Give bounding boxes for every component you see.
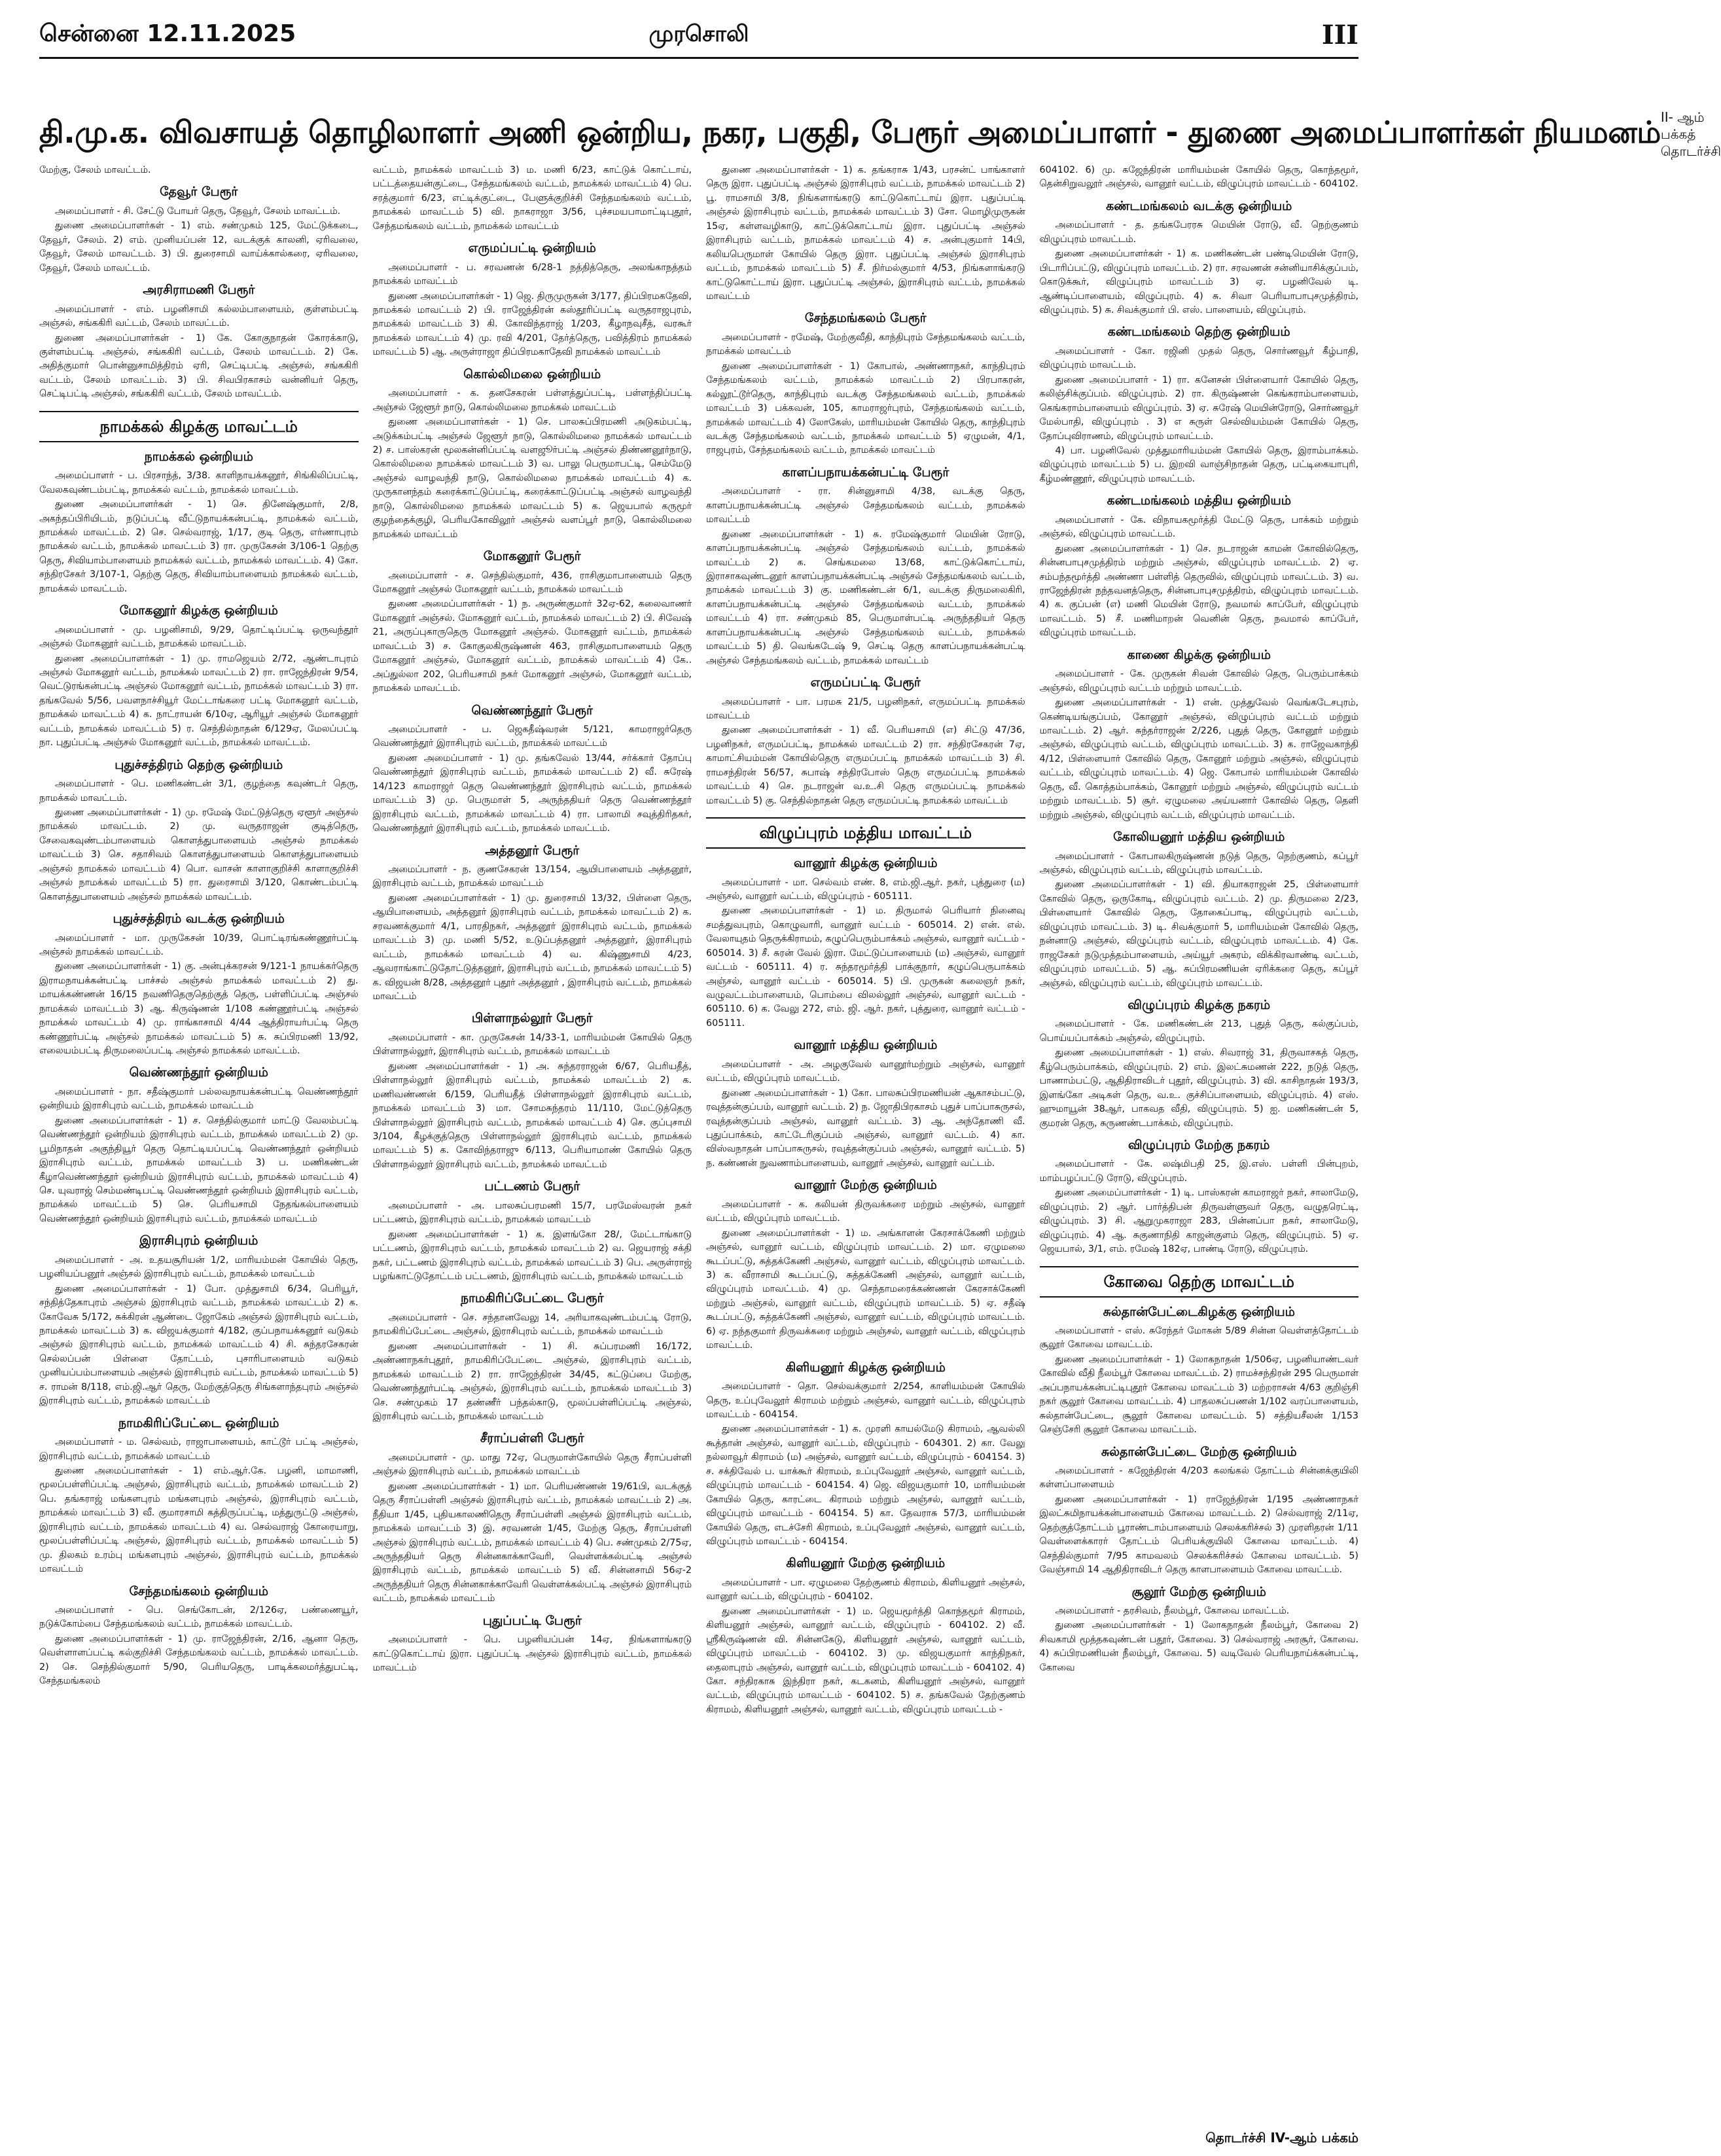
section-heading: காளப்பநாயக்கன்பட்டி பேரூர் [782, 465, 949, 480]
section-heading: கோலியனூர் மத்திய ஒன்றியம் [1113, 830, 1285, 845]
appointment-paragraph: அமைப்பாளர் - ரமேஷ், மேற்குவீதி, காந்திபுரம் சேந்தமங்கலம் வட்டம், நாமக்கல் மாவட்டம் [706, 332, 1025, 357]
section-heading: பிள்ளாநல்லூர் பேரூர் [471, 1011, 593, 1026]
section-heading: நாமக்கல் ஒன்றியம் [144, 449, 253, 464]
appointment-paragraph: துணை அமைப்பாளர்கள் - 1) ம. ஜெயமூர்த்தி கொந்தமூர் கிராமம், கிளியனூர் அஞ்சல், வானூர் வட்டம், விழுப்புரம் - 604102. 2) வீ. ஸ்ரீகிருஷ்ணன் வி. சின்னகேடு, கிளியனூர் அஞ்சல், வானூர் வட்டம், விழுப்புரம் மாவட்டம் - 604102. 3) மு. விஜயகுமார் காந்திநகர், தைலாபுரம் அஞ்சல், வானூர் வட்டம், விழுப்புரம் மாவட்டம் - 604102. 4) கோ. சந்திரகாசு இந்திரா நகர், கடகனம், கிளியனூர் அஞ்சல், வானூர் வட்டம், விழுப்புரம் மாவட்டம் - 604102. 5) ச. தங்கவேல் தேற்குணம் கிராமம், கிளியனூர் அஞ்சல், வானூர் வட்டம், விழுப்புரம் மாவட்டம் - [706, 1606, 1025, 1715]
continued-note: தொடர்ச்சி IV-ஆம் பக்கம் [1205, 2130, 1358, 2146]
appointment-paragraph: துணை அமைப்பாளர்கள் - 1) டி. பாஸ்கரன் காமராஜர் நகர், சாலாமேடு, விழுப்புரம். 2) ஆர். பார்த்திபன் திருவள்ளுவர் தெரு, வழுதரெட்டி, விழுப்புரம். 3) சி. ஆறுமுகராஜா 283, பின்னப்பா நகர், சாலாமேடு, விழுப்புரம். 4) ஆ. சுகுணாநிதி காஜன்குளம் தெரு, விழுப்புரம். 5) ஏ. ஜெயபால், 3/1, எம். ரமேஷ் 182ஏ, பாண்டி ரோடு, விழுப்புரம். [1039, 1188, 1358, 1255]
appointment-paragraph: அமைப்பாளர் - ரா. சின்னுசாமி 4/38, வடக்கு தெரு, காளப்பநாயக்கன்பட்டி அஞ்சல் சேந்தமங்கலம் வட்டம், நாமக்கல் மாவட்டம் [706, 486, 1025, 525]
section-heading: வானூர் மத்திய ஒன்றியம் [794, 1038, 938, 1053]
appointment-paragraph: துணை அமைப்பாளர்கள் - 1) கு. அன்புக்கரசன் 9/121-1 நாயக்கர்தெரு இராமநாயக்கன்பட்டி பாச்சல் அஞ்சல் நாமக்கல் மாவட்டம் 2) து. மாயக்கண்ணன் 16/15 நவணிதெருதெற்குத் தெரு, பள்ளிப்பட்டி அஞ்சல் நாமக்கல் மாவட்டம் 3) ஆ. கிருஷ்ணன் 1/108 கண்ணூர்பட்டி அஞ்சல் நாமக்கல் மாவட்டம் 4) மு. ராங்காசாமி 4/44 ஆத்திராயர்பட்டி தெரு கண்ணூர்பட்டி அஞ்சல் நாமக்கல் மாவட்டம் 5) சு. சுப்பிரமணி 13/92, எலையம்பட்டி திருமலைப்பட்டி அஞ்சல் நாமக்கல் மாவட்டம். [39, 961, 359, 1056]
appointment-paragraph: அமைப்பாளர் - அ. அழகுவேல் வானூர்மற்றும் அஞ்சல், வானூர் வட்டம், விழுப்புரம் மாவட்டம். [706, 1059, 1025, 1084]
appointment-paragraph: அமைப்பாளர் - ம. செல்வம், ராஜாபாளையம், காட்டூர் பட்டி அஞ்சல், இராசிபுரம் வட்டம், நாமக்கல் மாவட்டம் [39, 1437, 359, 1462]
appointment-paragraph: அமைப்பாளர் - சி. சேட்டு போயர் தெரு, தேவூர், சேலம் மாவட்டம். [55, 205, 341, 217]
appointment-paragraph: துணை அமைப்பாளர்கள் - 1) செ. தினேஷ்குமார், 2/8, அகந்தப்பிரியிடம், நடுப்பட்டி வீட்டுநாயக்கன்பட்டி, நாமக்கல் வட்டம், நாமக்கல் மாவட்டம். 2) செ. செல்வராஜ், 1/17, குடி தெரு, எர்ணாபுரம் நாமக்கல் வட்டம், நாமக்கல் மாவட்டம் 3) ரா. முருகேசன் 3/106-1 தெற்கு தெரு, சிவியாம்பாளையம் நாமக்கல் வட்டம், நாமக்கல் மாவட்டம். 4) கோ. சந்திரசேகர் 3/107-1, தெற்கு தெரு, சிவியாம்பாளையம் நாமக்கல் வட்டம், நாமக்கல் மாவட்டம். [39, 499, 359, 594]
appointment-paragraph: துணை அமைப்பாளர்கள் - 1) வீ. பெரியசாமி (எ) சிட்டு 47/36, பழனிநகர், எருமப்பட்டி, நாமக்கல் மாவட்டம் 2) ரா. சந்திரசேகரன் 7ஏ, காமாட்சியம்மன் கோயில்தெரு எருமப்பட்டி நாமக்கல் மாவட்டம் 3) சி. ராமசந்திரன் 56/57, சுபாஷ் சந்திரபோஸ் தெரு எருமப்பட்டி நாமக்கல் மாவட்டம் 4) செ. நடராஜன் வ.உ.சி தெரு எருமப்பட்டி நாமக்கல் மாவட்டம் 5) கு. செந்தில்நாதன் தெரு எருமப்பட்டி நாமக்கல் மாவட்டம் [706, 725, 1025, 806]
appointment-paragraph: துணை அமைப்பாளர்கள் - 1) ச. செந்தில்குமார் மாட்டு வேலம்பட்டி வெண்ணந்தூர் ஒன்றியம் இராசிபுரம் வட்டம், நாமக்கல் மாவட்டம் 2) மு. பூமிநாதன் அகுந்தியூர் தெரு தொட்டியப்பட்டி வெண்ணந்தூர் ஒன்றியம் இராசிபுரம் வட்டம், நாமக்கல் மாவட்டம் 3) ப. மணிகண்டன் கீழாவெண்ணந்தூர் ஒன்றியம் இராசிபுரம் வட்டம், நாமக்கல் மாவட்டம் 4) செ. யுவராஜ் செம்மண்டிபட்டி வெண்ணந்தூர் ஒன்றியம் இராசிபுரம் வட்டம், நாமக்கல் மாவட்டம் 5) செ. பெரியசாமி நேதங்கல்பாளையம் வெண்ணந்தூர் ஒன்றியம் இராசிபுரம் வட்டம், நாமக்கல் மாவட்டம் [39, 1115, 359, 1224]
appointment-paragraph: அமைப்பாளர் - த. தங்கபேரரசு மெயின் ரோடு, வீ. நெற்குணம் விழுப்புரம் மாவட்டம். [1039, 220, 1358, 245]
section-heading: விழுப்புரம் கிழக்கு நகரம் [1127, 997, 1271, 1012]
appointment-paragraph: அமைப்பாளர் - பெ. மணிகண்டன் 3/1, குழந்தை கவுண்டர் தெரு, நாமக்கல் மாவட்டம். [39, 779, 359, 804]
appointment-paragraph: அமைப்பாளர் - மு. மாது 72ஏ, பெருமாள்கோயில் தெரு சீராப்பள்ளி அஞ்சல் இராசிபுரம் வட்டம், நாமக்கல் மாவட்டம் [372, 1452, 692, 1477]
appointment-paragraph: துணை அமைப்பாளர்கள் - 1) மு. ரமேஷ் மேட்டுத்தெரு ஏளூர் அஞ்சல் நாமக்கல் மாவட்டம். 2) மு. வருதராஜன் குடித்தெரு, சேவைகவுண்டம்பாளையம் கொளத்துபாளையம் அஞ்சல் நாமக்கல் மாவட்டம் 3) செ. சதாசிவம் கொளத்துபாளையம் கொளத்துபாளையம் அஞ்சல் நாமக்கல் மாவட்டம் 4) பொ. வாசன் காளாகுறிச்சி காளாகுறிச்சி அஞ்சல் நாமக்கல் மாவட்டம் 5) ரா. துரைசாமி 3/120, கொண்டம்பட்டி கொளத்துபாளையம் அஞ்சல் நாமக்கல் மாவட்டம். [39, 807, 359, 902]
appointment-paragraph: அமைப்பாளர் - கே. முருகன் சிவன் கோவில் தெரு, பெரும்பாக்கம் அஞ்சல், விழுப்புரம் வட்டம் மற்றும் மாவட்டம். [1039, 669, 1358, 694]
appointment-paragraph: துணை அமைப்பாளர்கள் - 1) க. மணிகண்டன் பண்டிமெயின் ரோடு, பிடாரிப்பட்டு, விழுப்புரம் மாவட்டம். 2) ரா. சரவணன் சன்னியாசிக்குப்பம், கொடுக்கூர், விழுப்புரம் மாவட்டம் 3) ஏ. பழனிவேல் டி. ஆண்டிப்பாளையம், விழுப்புரம். 4) சு. சிவா பெரியாபாபுசமுத்திரம், விழுப்புரம். 5) சு. சிவக்குமார் பி. எஸ். பாளையம், விழுப்புரம். [1039, 249, 1358, 315]
appointment-paragraph: அமைப்பாளர் - க. கலியன் திருவக்கரை மற்றும் அஞ்சல், வானூர் வட்டம், விழுப்புரம் மாவட்டம். [706, 1199, 1025, 1224]
section-heading: புதுப்பட்டி பேரூர் [482, 1613, 582, 1628]
appointment-paragraph: துணை அமைப்பாளர்கள் - 1) சு. ரமேஷ்குமார் மெயின் ரோடு, காளப்பநாயக்கன்பட்டி அஞ்சல் சேந்தமங்கலம் வட்டம், நாமக்கல் மாவட்டம் 2) க. செங்கமலை 13/68, காட்டுக்கொட்டாய், இராசாகவுண்டனூர் காளப்பநாயக்கன்பட்டி அஞ்சல் சேந்தமங்கலம் வட்டம், நாமக்கல் மாவட்டம் 3) கு. மணிகண்டன் 6/1, வடக்கு திருமலைகிரி, காளப்பநாயக்கன்பட்டி அஞ்சல் சேந்தமங்கலம் வட்டம், நாமக்கல் மாவட்டம் 4) ரா. சண்முகம் 85, பெருமாள்பட்டி அருந்ததியர் தெரு காளப்பநாயக்கன்பட்டி அஞ்சல் சேந்தமங்கலம் வட்டம், நாமக்கல் மாவட்டம் 5) தி. வெங்கடேஷ் 9, செட்டி தெரு காளப்பநாயக்கன்பட்டி அஞ்சல் சேந்தமங்கலம் வட்டம், நாமக்கல் மாவட்டம் [706, 529, 1025, 666]
appointment-paragraph: துணை அமைப்பாளர்கள் - 1) ராஜேந்திரன் 1/195 அண்ணாநகர் இலட்சுமிநாயக்கன்பாளையம் கோவை மாவட்டம். 2) செல்வராஜ் 2/11ஏ, தெற்குத்தோட்டம் பூராண்டாம்பாளையம் செலக்கரிச்சல் 3) முரளிதரன் 1/11 வெள்ளைக்காரர் தோட்டம் பெரியக்குயிலி கோவை மாவட்டம். 4) செந்தில்குமார் 7/95 காமவலம் செலக்கரிச்சல் கோவை மாவட்டம். 5) வேஞ்சாமி 14 ஆதிதிராவிடர் தெரு காளபாளையம் கோவை மாவட்டம். [1039, 1494, 1358, 1576]
district-heading: நாமக்கல் கிழக்கு மாவட்டம் [39, 411, 359, 442]
column-2 [373, 164, 692, 2127]
district-heading: விழுப்புரம் மத்திய மாவட்டம் [706, 817, 1025, 849]
column-1 [39, 164, 359, 2127]
appointment-paragraph: அமைப்பாளர் - கே. விநாயகமூர்த்தி மேட்டு தெரு, பாக்கம் மற்றும் அஞ்சல், விழுப்புரம் மாவட்டம். [1039, 514, 1358, 540]
section-heading: காணை கிழக்கு ஒன்றியம் [1127, 647, 1271, 662]
section-heading: பட்டணம் பேரூர் [484, 1179, 580, 1194]
section-heading: கண்டமங்கலம் வடக்கு ஒன்றியம் [1106, 198, 1292, 213]
appointment-paragraph: துணை அமைப்பாளர்கள் - 1) க. முரளி காயல்மேடு கிராமம், ஆவல்லி கூத்தான் அஞ்சல், வானூர் வட்டம், விழுப்புரம் - 604301. 2) கா. வேலு நல்லாவூர் கிராமம் (ம) அஞ்சல், வானூர் வட்டம், விழுப்புரம் - 604154. 3) ச. சக்திவேல் ப. யாக்கூர் கிராமம், உப்புவேலூர் அஞ்சல், வானூர் வட்டம், விழுப்புரம் மாவட்டம் - 604154. 4) ஜெ. விஜயகுமார் 10, மாரியம்மன் கோயில் தெரு, காரட்டை கிராமம் மற்றும் அஞ்சல், வானூர் வட்டம், விழுப்புரம் மாவட்டம் - 604154. 5) கா. தேவராசு 57/3, மாரியம்மன் கோயில் தெரு, எடச்சேரி கிராமம், உப்புவேலூர் அஞ்சல், வானூர் வட்டம், விழுப்புரம் மாவட்டம் - 604154. [706, 1424, 1025, 1547]
appointment-paragraph: அமைப்பாளர் - ப. பிரசாந்த், 3/38. காளிநாயக்கனூர், சிங்கிலிப்பட்டி, வேலகவுண்டம்பட்டி, நாமக்கல் வட்டம், நாமக்கல் மாவட்டம். [39, 470, 359, 495]
district-heading: கோவை தெற்கு மாவட்டம் [1040, 1266, 1359, 1298]
appointment-paragraph: துணை அமைப்பாளர்கள் - 1) ம. அங்காளன் கேரசாக்கேணி மற்றும் அஞ்சல், வானூர் வட்டம், விழுப்புரம் மாவட்டம். 2) மா. ஏழுமலை கூடப்பட்டு, சுத்தக்கேணி அஞ்சல், வானூர் வட்டம், விழுப்புரம் மாவட்டம். 3) க. வீராசாமி கூடப்பட்டு, சுத்தக்கேணி அஞ்சல், வானூர் வட்டம், விழுப்புரம் மாவட்டம். 4) மு. செந்தாமரைக்கண்ணன் கேரசாக்கேணி மற்றும் அஞ்சல், வானூர் வட்டம், விழுப்புரம் மாவட்டம். 5) ஏ. சதீஷ் கூடப்பட்டு, சுத்தக்கேணி அஞ்சல், வானூர் வட்டம், விழுப்புரம் மாவட்டம். 6) ஏ. நந்தகுமார் திருவக்கரை மற்றும் அஞ்சல், வானூர் வட்டம், விழுப்புரம் மாவட்டம். [706, 1228, 1025, 1351]
appointment-paragraph: அமைப்பாளர் - தொ. செல்வக்குமார் 2/254, காளியம்மன் கோயில் தெரு, உப்புவேலூர் கிராமம் மற்றும் அஞ்சல், வானூர் வட்டம், விழுப்புரம் மாவட்டம் - 604154. [706, 1381, 1025, 1420]
appointment-paragraph: அமைப்பாளர் - மா. முருகேசன் 10/39, பொட்டிரங்கண்ணூர்பட்டி அஞ்சல் நாமக்கல் மாவட்டம். [39, 932, 359, 957]
appointment-paragraph: 4) பா. பழனிவேல் முத்துமாரியம்மன் கோயில் தெரு, இராம்பாக்கம். விழுப்புரம் மாவட்டம் 5) ப. இறவி வாஞ்சிநாதன் தெரு, பட்டிகையாபுரி, கீழ்மண்ணூர், விழுப்புரம் மாவட்டம். [1039, 446, 1358, 484]
section-heading: புதுச்சத்திரம் தெற்கு ஒன்றியம் [115, 757, 283, 772]
section-heading: அத்தனூர் பேரூர் [485, 843, 580, 858]
appointment-paragraph: துணை அமைப்பாளர்கள் - 1) லோகநாதன் நீலம்பூர், கோவை 2) சிவகாமி மூத்தகவுண்டன் பதூர், கோவை. 3) செல்வராஜ் அரசூர், கோவை. 4) சுப்பிரமணியன் நீலம்பூர், கோவை. 5) வடிவேல் பெரியநாய்க்கன்பட்டி, கோவை [1039, 1620, 1358, 1673]
section-heading: கிளியனூர் கிழக்கு ஒன்றியம் [785, 1360, 946, 1375]
appointment-paragraph: துணை அமைப்பாளர்கள் - 1) போ. முத்துசாமி 6/34, பெரியூர், சந்தித்தேகாபுரம் அஞ்சல் இராசிபுரம் வட்டம், நாமக்கல் மாவட்டம் 2) க. கோவேசு 5/172, சுக்கிரன் ஆண்டை ஜோகேம் அஞ்சல் இராசிபுரம் வட்டம், நாமக்கல் மாவட்டம் 3) க. விஜயக்குமார் 4/182, குப்பநாயக்கனூர் வடுகம் அஞ்சல் இராசிபுரம் வட்டம், நாமக்கல் மாவட்டம் 4) சி. சுந்தரசேகரன் செல்லப்பன் பிள்ளை தோட்டம், புசாரிபாளையம் வடுகம் முனியப்பம்பாளையம் அஞ்சல் இராசிபுரம் வட்டம், நாமக்கல் மாவட்டம் 5) ச. ராமன் 8/118, எம்.ஜி.ஆர் தெரு, மேற்குத்தெரு சிங்களாந்தபுரம் அஞ்சல் இராசிபுரம் வட்டம், நாமக்கல் மாவட்டம் [39, 1283, 359, 1407]
issue-date: சென்னை 12.11.2025 [39, 20, 296, 47]
appointment-paragraph: துணை அமைப்பாளர்கள் - 1) லோகநாதன் 1/506ஏ, பழனியாண்டவர் கோவில் வீதி நீலம்பூர் கோவை மாவட்டம். 2) ராமச்சந்திரன் 295 பெருமாள் அப்பநாயக்கன்பட்டிபுதூர் கோவை மாவட்டம் 3) மற்றராசன் 4/63 குறிஞ்சி நகர் சூலூர் கோவை மாவட்டம். 4) பாதலசுப்பணன் 1/102 வரப்பாளையம், சுல்தான்பேட்டை, சூலூர் கோவை மாவட்டம். 5) சத்தியசீலன் 1/153 செஞ்சேரி சூலூர் கோவை மாவட்டம். [1039, 1354, 1358, 1436]
appointment-paragraph: அமைப்பாளர் - பெ. செங்கோடன், 2/126ஏ, பண்ணையூர், நடுக்கோம்பை சேந்தமங்கலம் வட்டம், நாமக்கல் மாவட்டம். [39, 1605, 359, 1630]
section-heading: சுல்தான்பேட்டை மேற்கு ஒன்றியம் [1101, 1444, 1297, 1459]
masthead [39, 13, 1358, 59]
appointment-paragraph: துணை அமைப்பாளர்கள் - 1) மு. துரைசாமி 13/32, பிள்ளை தெரு, ஆயிபாளையம், அத்தனூர் இராசிபுரம் வட்டம், நாமக்கல் மாவட்டம் 2) க. சரவணக்குமார் 4/1, பாரதிநகர், அத்தனூர் இராசிபுரம் வட்டம், நாமக்கல் மாவட்டம் 3) மு. மணி 5/52, உடுப்பத்தனூர் அத்தனூர், இராசிபுரம் வட்டம், நாமக்கல் மாவட்டம் 4) வ. கிஷ்ணுசாமி 4/23, ஆவராங்காட்டுதோட்டுத்தனூர், இராசிபுரம் வட்டம், நாமக்கல் மாவட்டம் 5) க. விஜயன் 8/28, அத்தனூர் புதூர் அத்தனூர் , இராசிபுரம் வட்டம், நாமக்கல் மாவட்டம் [372, 892, 692, 1002]
section-heading: எருமப்பட்டி ஒன்றியம் [468, 241, 596, 256]
appointment-paragraph: துணை அமைப்பாளர்கள் - 1) ந. அருண்குமார் 32ஏ-62, கலைவாணர் மோகனூர் அஞ்சல். மோகனூர் வட்டம், நாமக்கல் மாவட்டம் 2) பி. சிவேஷ் 21, அருப்புகாருதெரு மோகனூர் அஞ்சல். மோகனூர் வட்டம், நாமக்கல் மாவட்டம் 3) ச. கோகுலகிருஷ்ணன் 463, ராசிகுமாபாளையம் தெரு மோகனூர் அஞ்சல், மோகனூர் வட்டம், நாமக்கல் மாவட்டம் 4) கே.. அப்துல்லா 202, பெரியசாமி நகர் மோகனூர் அஞ்சல், மோகனூர் வட்டம், நாமக்கல் மாவட்டம். [372, 599, 692, 694]
section-heading: கண்டமங்கலம் மத்திய ஒன்றியம் [1107, 493, 1292, 508]
section-heading: மோகனூர் கிழக்கு ஒன்றியம் [119, 603, 278, 618]
appointment-paragraph: துணை அமைப்பாளர்கள் - 1) எம். சண்முகம் 125, மேட்டுக்கடை, தேவூர், சேலம். 2) எம். முனியப்பன் 12, வடக்குக் காலனி, ஏரிவலை, தேவூர், சேலம் மாவட்டம். 3) பி. துரைசாமி வாய்க்கால்கரை, ஏரிவலை, தேவூர், சேலம் மாவட்டம். [39, 221, 359, 274]
appointment-paragraph: அமைப்பாளர் - பா. ஏழுமலை தேற்குணம் கிராமம், கிளியனூர் அஞ்சல், வானூர் வட்டம், விழுப்புரம் - 604102. [706, 1577, 1025, 1602]
appointment-paragraph: துணை அமைப்பாளர்கள் - 1) சி. சுப்பரமணி 16/172, அண்ணாநகர்புதூர், நாமகிரிப்பேட்டை அஞ்சல், இராசிபுரம் வட்டம், நாமக்கல் மாவட்டம் 2) ரா. ராஜேந்திரன் 34/45, கட்டுப்பை மேற்கு, வெண்ணந்தூர்பட்டி அஞ்சல், இராசிபுரம் வட்டம், நாமக்கல் மாவட்டம் 3) செ. சண்முகம் 17 தண்ணீர் பந்தல்காடு, மூலப்பள்ளிப்பட்டி அஞ்சல், இராசிபுரம் வட்டம், நாமக்கல் மாவட்டம் [372, 1341, 692, 1422]
appointment-paragraph: அமைப்பாளர் - ப. ஜெகதீஷ்வரன் 5/121, காமராஜர்தெரு வெண்ணந்தூர் இராசிபுரம் வட்டம், நாமக்கல் மாவட்டம் [372, 724, 692, 749]
section-heading: எருமப்பட்டி பேரூர் [810, 675, 921, 690]
section-heading: நாமகிரிப்பேட்டை பேரூர் [460, 1291, 604, 1306]
appointment-paragraph: அமைப்பாளர் - செ. சந்தானவேலு 14, அரியாகவுண்டம்பட்டி ரோடு, நாமகிரிப்பேட்டை அஞ்சல், இராசிபுரம் வட்டம், நாமக்கல் மாவட்டம் [372, 1312, 692, 1337]
appointment-paragraph: மேற்கு, சேலம் மாவட்டம். [39, 165, 151, 175]
headline-title: தி.மு.க. விவசாயத் தொழிலாளர் அணி ஒன்றிய, நகர, பகுதி, பேரூர் அமைப்பாளர் - துணை அமைப்பாளர்கள் நியமனம் [39, 114, 1661, 150]
appointment-paragraph: வட்டம், நாமக்கல் மாவட்டம் 3) ம. மணி 6/23, காட்டுக் கொட்டாய், பட்டத்தையன்குட்டை, சேந்தமங்கலம் வட்டம், நாமக்கல் மாவட்டம் 4) பெ. சரத்குமார் 6/23, எட்டிக்குட்டை, பேளுக்குறிச்சி சேந்தமங்கலம் வட்டம், நாமக்கல் மாவட்டம் 5) வி. நாகராஜா 3/56, புச்சமயபாமாட்டிபுதூர், சேந்தமங்கலம் வட்டம், நாமக்கல் மாவட்டம் [372, 165, 692, 232]
section-heading: கிளியனூர் மேற்கு ஒன்றியம் [786, 1556, 946, 1571]
section-heading: சேந்தமங்கலம் பேரூர் [804, 311, 927, 326]
appointment-paragraph: துணை அமைப்பாளர்கள் - 1) எஸ். சிவராஜ் 31, திருவாசகத் தெரு, கீழ்பெரும்பாக்கம், விழுப்புரம். 2) எம். இலட்சுமணன் 222, நடுத் தெரு, பாணாம்பட்டு, ஆதிதிராவிடர் புதூர், விழுப்புரம். 3) வி. காசிநாதன் 193/3, இளங்கோ அடிகள் தெரு, வ.உ. குச்சிப்பாளையம், விழுப்புரம். 4) எஸ். ஹுமாயூன் 38ஆர், பாகவத வீதி, விழுப்புரம். 5) ஐ. மணிகண்டன் 5, குமரன் தெரு, சுருணண்டபாக்கம், விழுப்புரம். [1039, 1048, 1358, 1129]
appointment-paragraph: துணை அமைப்பாளர்கள் - 1) மா. பெரியண்ணன் 19/61பி, வடக்குத் தெரு சீராப்பள்ளி அஞ்சல் இராசிபுரம் வட்டம், நாமக்கல் மாவட்டம் 2) அ. நீதியா 1/45, புதியகாலணிதெரு சீராப்பள்ளி அஞ்சல் இராசிபுரம் வட்டம், நாமக்கல் மாவட்டம் 3) இ. சரவணன் 1/45, மேற்கு தெரு, சீராப்பள்ளி அஞ்சல் இராசிபுரம் வட்டம், நாமக்கல் மாவட்டம் 4) பெ. சண்முகம் 2/75ஏ, அருந்ததியர் தெரு சின்னகாக்காவேரி, வெள்ளக்கல்பட்டி அஞ்சல் இராசிபுரம் வட்டம், நாமக்கல் மாவட்டம் 5) வீ. சின்னசாமி 56ஏ-2 அருந்ததியர் தெரு சின்னகாக்காவேரி வெள்ளக்கல்பட்டி அஞ்சல் இராசிபுரம் வட்டம், நாமக்கல் மாவட்டம் [372, 1481, 692, 1604]
appointment-paragraph: அமைப்பாளர் - கா. முருகேசன் 14/33-1, மாரியம்மன் கோயில் தெரு பிள்ளாநல்லூர், இராசிபுரம் வட்டம், நாமக்கல் மாவட்டம் [372, 1032, 692, 1057]
column-4 [1040, 164, 1359, 2127]
section-heading: அரசிராமணி பேரூர் [143, 283, 255, 298]
section-heading: சுல்தான்பேட்டைகிழக்கு ஒன்றியம் [1103, 1304, 1295, 1319]
page-number: III [1321, 20, 1358, 50]
appointment-paragraph: அமைப்பாளர் - கஜேந்திரன் 4/203 கலங்கல் தோட்டம் சின்னக்குயிலி கள்ளப்பாளையம் [1039, 1466, 1358, 1491]
section-heading: விழுப்புரம் மேற்கு நகரம் [1128, 1137, 1270, 1152]
appointment-paragraph: அமைப்பாளர் - தரசிவம், நீலம்பூர், கோவை மாவட்டம். [1055, 1606, 1290, 1616]
section-heading: புதுச்சத்திரம் வடக்கு ஒன்றியம் [113, 911, 285, 926]
headline [39, 108, 1721, 160]
appointment-paragraph: துணை அமைப்பாளர்கள் - 1) செ. நடராஜன் காமன் கோவில்தெரு, சின்னபாபுசமுத்திரம் மற்றும் அஞ்சல், விழுப்புரம் மாவட்டம். 2) ஏ. சம்பந்தமூர்த்தி அண்ணா பள்ளித் தெருவில், விழுப்புரம் மாவட்டம். 3) வ. ராஜேந்திரன் நந்தவனத்தெரு, சின்னபாபுசமுத்திரம், விழுப்புரம் மாவட்டம். 4) க. குப்பன் (எ) மணி மெயின் ரோடு, நவமால் காப்பேர், விழுப்புரம் மாவட்டம். 5) சீ. மணிமாறன் வெனின் தெரு, நவமால் காப்பேர், விழுப்புரம் மாவட்டம். [1039, 543, 1358, 639]
article-columns [39, 164, 1358, 2127]
appointment-paragraph: அமைப்பாளர் - ப. சரவணன் 6/28-1 நத்தித்தெரு, அலங்காநத்தம் நாமக்கல் மாவட்டம் [372, 262, 692, 287]
appointment-paragraph: அமைப்பாளர் - அ. பாலசுப்பரமணி 15/7, பரமேஸ்வரன் நகர் பட்டணம், இராசிபுரம் வட்டம், நாமக்கல் மாவட்டம் [372, 1200, 692, 1226]
section-heading: வெண்ணந்தூர் ஒன்றியம் [129, 1065, 268, 1080]
appointment-paragraph: அமைப்பாளர் - அ. உதயசூரியன் 1/2, மாரியம்மன் கோயில் தெரு, பழனியப்பனூர் அஞ்சல் இராசிபுரம் வட்டம், நாமக்கல் மாவட்டம் [39, 1254, 359, 1280]
appointment-paragraph: அமைப்பாளர் - கோபாலகிருஷ்ணன் நடுத் தெரு, நெற்குணம், கப்பூர் அஞ்சல், விழுப்புரம் வட்டம், விழுப்புரம் மாவட்டம். [1039, 851, 1358, 875]
appointment-paragraph: அமைப்பாளர் - எஸ். சுரேந்தர் மோகன் 5/89 சின்ன வெள்ளத்தோட்டம் சூலூர் கோவை மாவட்டம். [1039, 1326, 1358, 1351]
appointment-paragraph: துணை அமைப்பாளர் - 1) மு. தங்கவேல் 13/44, சர்க்கார் தோப்பு வெண்ணந்தூர் இராசிபுரம் வட்டம், நாமக்கல் மாவட்டம் 2) வீ. சுரேஷ் 14/123 காமராஜர் தெரு வெண்ணந்தூர் இராசிபுரம் வட்டம், நாமக்கல் மாவட்டம் 3) மு. பெருமாள் 5, அருந்ததியர் தெரு வெண்ணந்தூர் இராசிபுரம் வட்டம், நாமக்கல் மாவட்டம் 4) ரா. பாலாமி சவுத்திரிதகர், வெண்ணந்தூர் இராசிபுரம் வட்டம், நாமக்கல் மாவட்டம். [372, 752, 692, 834]
appointment-paragraph: அமைப்பாளர் - கே. மணிகண்டன் 213, புதுத் தெரு, கல்குப்பம், பொய்யப்பாக்கம் அஞ்சல், விழுப்புரம். [1039, 1019, 1358, 1044]
section-heading: வானூர் மேற்கு ஒன்றியம் [794, 1178, 937, 1193]
appointment-paragraph: அமைப்பாளர் - மு. பழனிசாமி, 9/29, தொட்டிப்பட்டி ஒருவந்தூர் அஞ்சல் மோகனூர் வட்டம், நாமக்கல் மாவட்டம். [39, 624, 359, 650]
appointment-paragraph: துணை அமைப்பாளர்கள் - 1) கோபால், அண்ணாநகர், காந்திபுரம் சேந்தமங்கலம் வட்டம், நாமக்கல் மாவட்டம் 2) பிரபாகரன், கல்லூட்டூர்தெரு, காந்திபுரம் வடக்கு சேந்தமங்கலம் வட்டம், நாமக்கல் மாவட்டம் 3) பக்கவன், 105, காமராஜர்புரம், சேந்தமங்கலம் வட்டம், நாமக்கல் மாவட்டம் 4) லோகேஸ், மாரியம்மன் கோயில் தெரு, காந்திபுரம் வடக்கு சேந்தமங்கலம் வட்டம், நாமக்கல் மாவட்டம் 5) ஏழுமன், 4/1, ராஜபுரம், சேந்தமங்கலம் வட்டம், நாமக்கல் மாவட்டம் [706, 361, 1025, 456]
appointment-paragraph: துணை அமைப்பாளர்கள் - 1) கோ. பாலசுப்பிரமணியன் ஆகாசம்பட்டு, ரவுத்தன்குப்பம், வானூர் வட்டம். 2) ந. ஜோதிபிரகாசம் புதுச் பாப்பாசுருசல், ரவுத்தன்குப்பம் அஞ்சல், வானூர் வட்டம். 3) ஆ. அந்தோணி வீ. புதுப்பாக்கம், காட்டேரிகுப்பம் அஞ்சல், வானூர் வட்டம். 4) கா. விஸ்வநாதன் பாப்பாசுருசல், ரவுத்தன்குப்பம் அஞ்சல், வானூர் வட்டம். 5) ந. கண்ணன் நுவணாம்பாளையம், வானூர் அஞ்சல், வானூர் வட்டம். [706, 1087, 1025, 1169]
section-heading: சேந்தமங்கலம் ஒன்றியம் [129, 1583, 269, 1599]
appointment-paragraph: துணை அமைப்பாளர்கள் - 1) எம்.ஆர்.கே. பழனி, மாமாணி, மூலப்பள்ளிப்பட்டி அஞ்சல், இராசிபுரம் வட்டம், நாமக்கல் மாவட்டம் 2) பெ. தங்கராஜ் மங்களபுரம் மங்களபுரம் அஞ்சல், இராசிபுரம் வட்டம், நாமக்கல் மாவட்டம் 3) வீ. குமாரசாமி கத்திருப்பட்டி, மத்துருட்டு அஞ்சல், இராசிபுரம் வட்டம், நாமக்கல் மாவட்டம் 4) வ. செல்வராஜ் கோரையாறு, மூலப்பள்ளிப்பட்டி அஞ்சல், இராசிபுரம் வட்டம், நாமக்கல் மாவட்டம் 5) மு. திலகம் உரம்பு மங்களபுரம் அஞ்சல், இராசிபுரம் வட்டம், நாமக்கல் மாவட்டம் [39, 1466, 359, 1575]
appointment-paragraph: துணை அமைப்பாளர்கள் - 1) ஜெ. திருமுருகன் 3/177, திப்பிரமகதேவி, நாமக்கல் மாவட்டம் 2) பி. ராஜேந்திரன் கஸ்தூரிப்பட்டி வருதராஜபுரம், நாமக்கல் மாவட்டம் 3) கி. கோவிந்தராஜ் 1/203, கீழாநவுசீத், வரகூர் நாமக்கல் மாவட்டம் 4) மு. ரவி 4/201, தேர்த்தெரு, பவித்திரம் நாமக்கல் மாவட்டம் 5) ஆ. அருள்ராஜா திப்பிரமகாதேவி நாமக்கல் மாவட்டம் [372, 291, 692, 358]
appointment-paragraph: அமைப்பாளர் - பா. பரமசு 21/5, பழனிநகர், எருமப்பட்டி நாமக்கல் மாவட்டம் [706, 696, 1025, 721]
appointment-paragraph: துணை அமைப்பாளர்கள் - 1) என். முத்துவேல் வெங்கடேசபுரம், கெண்டியங்குப்பம், கோனூர் அஞ்சல், விழுப்புரம் வட்டம் மற்றும் மாவட்டம். 2) ஆர். சுந்தர்ராஜன் 2/226, புதுத் தெரு, கோனூர் மற்றும் அஞ்சல், விழுப்புரம் வட்டம், விழுப்புரம் மாவட்டம். 3) க. ராஜேவகாந்தி 4/12, பிள்ளையார் கோவில் தெரு, கோனூர் மற்றும் அஞ்சல், விழுப்புரம் வட்டம், விழுப்புரம் மாவட்டம். 4) ஜெ. கோபால் மாரியம்மன் கோவில் தெரு, வீ. கொத்தம்பாக்கம், கோனூர் மற்றும் அஞ்சல், விழுப்புரம் வட்டம் மற்றும் மாவட்டம். 5) சூர். ஏழுமலை அய்யனார் கோவில் தெரு, தெளி மற்றும் அஞ்சல், விழுப்புரம் வட்டம், விழுப்புரம் மாவட்டம். [1039, 698, 1358, 821]
appointment-paragraph: துணை அமைப்பாளர்கள் - 1) வி. தியாகராஜன் 25, பிள்ளையார் கோவில் தெரு, ஒருகோடி, விழுப்புரம் வட்டம். 2) மு. திருமலை 2/23, பிள்ளையார் கோவில் தெரு, தோகைப்பாடி, விழுப்புரம் வட்டம், விழுப்புரம் மாவட்டம். 3) டி. சிவக்குமார் 5, மாரியம்மன் கோவில் தெரு, நன்னாடு அஞ்சல், விழுப்புரம் வட்டம், விழுப்புரம் மாவட்டம். 4) கே. ராஜசேகர் நடுமுத்தம்பாளையம், அய்யூர் அகரம், விக்கிரவாண்டி வட்டம், விழுப்புரம் மாவட்டம். 5) ஆ. சுப்பிரமணியன் ஏரிக்கரை தெரு, கப்பூர் அஞ்சல், விழுப்புரம் வட்டம், விழுப்புரம் மாவட்டம். [1039, 879, 1358, 989]
newspaper-name: முரசொலி [648, 20, 749, 47]
section-heading: கொல்லிமலை ஒன்றியம் [463, 366, 601, 381]
appointment-paragraph: துணை அமைப்பாளர்கள் - 1) செ. பாலசுப்பிரமணி அடுகம்பட்டி, அடுக்கம்பட்டி அஞ்சல் ஜேளூர் நாடு, கொல்லிமலை நாமக்கல் மாவட்டம் 2) ச. பாஸ்கரன் மூலகன்னிப்பட்டி வளஜூர்பட்டி அஞ்சல் திண்ணனூர்நாடு, கொல்லிமலை நாமக்கல் மாவட்டம் 3) வ. பாலு பெருமாபட்டி, செம்மேடு அஞ்சல் வாழவந்தி நாடு, கொல்லிமலை நாமக்கல் மாவட்டம் 4) க. முருகானந்தம் கரைக்காட்டுப்பட்டி, கரைக்காட்டுப்பட்டி அஞ்சல் வாழவந்தி நாடு, கொல்லிமலை நாமக்கல் மாவட்டம் 5) க. ஜெயபால் கருமூர் குழந்தைக்குழி, பெரியகோவிலூர் அஞ்சல் வளப்பூர் நாடு, கொல்லிமலை நாமக்கல் மாவட்டம் [372, 417, 692, 540]
appointment-paragraph: துணை அமைப்பாளர்கள் - 1) மு. ராஜேந்திரன், 2/16, ஆனா தெரு, வெள்ளாளப்பட்டி கல்குறிச்சி சேந்தமங்கலம் வட்டம், நாமக்கல் மாவட்டம். 2) செ. செந்தில்குமார் 5/90, பெரியதெரு, பாடிக்கலமர்த்துபட்டி, சேந்தமங்கலம் [39, 1633, 359, 1687]
section-heading: வானூர் கிழக்கு ஒன்றியம் [793, 856, 938, 870]
appointment-paragraph: துணை அமைப்பாளர்கள் - 1) ம. திருமால் பெரியார் நினைவு சமத்துவபுரம், கொழுவாரி, வானூர் வட்டம் - 605014. 2) என். எல். வேலாயுதம் தெருக்கிராமம், கழுப்பெரும்பாக்கம் அஞ்சல், வானூர் வட்டம் - 605014. 3) சீ. சுரன் வேல் இரா. மேட்டுப்பாளையம் (ம) அஞ்சல், வானூர் வட்டம் - 605111. 4) ர. சுந்தரமூர்த்தி பாக்குநார், கழுப்பெருபாக்கம் அஞ்சல், வானூர் வட்டம் - 605014. 5) பி. முருகன் கலைஞர் நகர், வழுவட்டம்பாளையம், பொம்பை விலல்லூர் அஞ்சல், வானூர் வட்டம் - 605110. 6) க. வேலு 272, எம். ஜி. ஆர். நகர், புத்துரை, வானூர் வட்டம் - 605111. [706, 906, 1025, 1029]
appointment-paragraph: துணை அமைப்பாளர் - 1) ரா. கனேசன் பிள்ளையார் கோயில் தெரு, கலிஞ்சிக்குப்பம். விழுப்புரம். 2) ரா. கிருஷ்ணன் கெங்கராம்பாளையம், கெங்கராம்பாளையம் விழுப்புரம். 3) ஏ. சுரேஷ் மெயின்ரோடு, சொர்ணவூர் மேல்பாதி, விழுப்புரம் . 3) எ சுருள் செல்வியம்மன் கோயில் தெரு, தோப்புவிராணம், விழுப்புரம் மாவட்டம். [1039, 374, 1358, 442]
section-heading: நாமகிரிப்பேட்டை ஒன்றியம் [118, 1415, 279, 1430]
appointment-paragraph: அமைப்பாளர் - ச. செந்தில்குமார், 436, ராசிகுமாபாளையம் தெரு மோகனூர் அஞ்சல் மோகனூர் வட்டம், நாமக்கல் மாவட்டம் [372, 570, 692, 595]
continued-from-note: II- ஆம் பக்கத் தொடர்ச்சி [1660, 109, 1721, 159]
appointment-paragraph: துணை அமைப்பாளர்கள் - 1) மு. ராமஜெயம் 2/72, ஆண்டாபுரம் அஞ்சல் மோகனூர் வட்டம், நாமக்கல் மாவட்டம் 2) ரா. ராஜேந்திரன் 9/54, வெட்டுரங்கன்பட்டி அஞ்சல் மோகனூர் வட்டம், நாமக்கல் மாவட்டம் 3) ரா. தங்கவேல் 5/56, பவளநாச்சியூர் மேட்டாங்கரை பட்டி மோகனூர் வட்டம், நாமக்கல் மாவட்டம் 4) க. நாட்ராயன் 6/10ஏ, ஆரியூர் அஞ்சல் மோகனூர் வட்டம், நாமக்கல் மாவட்டம் 5) ர. செந்தில்நாதன் 6/129ஏ, மேலப்பட்டி நா. புதுப்பட்டி அஞ்சல் மோகனூர் வட்டம், நாமக்கல் மாவட்டம். [39, 653, 359, 749]
column-3 [706, 164, 1025, 2127]
appointment-paragraph: அமைப்பாளர் - கே. லஷ்மிபதி 25, இ.எஸ். பள்ளி பின்புறம், மாம்பழப்பட்டு ரோடு, விழுப்புரம். [1039, 1159, 1358, 1184]
appointment-paragraph: அமைப்பாளர் - கோ. ரஜினி முதல் தெரு, சொர்ணவூர் கீழ்பாதி, விழுப்புரம் மாவட்டம். [1039, 345, 1358, 371]
appointment-paragraph: அமைப்பாளர் - பெ. பழனியப்பன் 14ஏ, நிங்களாங்கரடு காட்டுகொட்டாய் இரா. புதுப்பட்டி அஞ்சல் இராசிபுரம் வட்டம், நாமக்கல் மாவட்டம் [372, 1635, 692, 1674]
appointment-paragraph: அமைப்பாளர் - எம். பழனிசாமி கல்லம்பாளையம், குள்ளம்பட்டி அஞ்சல், சங்ககிரி வட்டம், சேலம் மாவட்டம். [39, 304, 359, 329]
appointment-paragraph: 604102. 6) மு. கஜேந்திரன் மாரியம்மன் கோயில் தெரு, கொந்தமூர், தென்சிறுவலூர் அஞ்சல், வானூர் வட்டம், விழுப்புரம் மாவட்டம் - 604102. [1039, 165, 1358, 190]
section-heading: சூலூர் மேற்கு ஒன்றியம் [1131, 1584, 1266, 1599]
appointment-paragraph: துணை அமைப்பாளர்கள் - 1) கே. கோகுநாதன் கோரக்காடு, குள்ளம்பட்டி அஞ்சல், சங்ககிரி வட்டம், சேலம் மாவட்டம். 2) கே. அதித்குமார் பொன்னுசாமித்திரம் ஏரி, செட்டிபட்டி அஞ்சல், சங்ககிரி வட்டம், சேலம் மாவட்டம். 3) பி. சிவபிரகாசம் வன்னியர் தெரு, செட்டிபட்டி அஞ்சல், சங்ககிரி வட்டம், சேலம் மாவட்டம். [39, 332, 359, 400]
section-heading: வெண்ணந்தூர் பேரூர் [471, 703, 593, 718]
appointment-paragraph: துணை அமைப்பாளர்கள் - 1) க. இளங்கோ 28/, மேட்டாங்காடு பட்டணம், இராசிபுரம் வட்டம், நாமக்கல் மாவட்டம் 2) வ. ஜெயராஜ் சக்தி நகர், பட்டணம் இராசிபுரம் வட்டம், நாமக்கல் மாவட்டம் 3) பெ. அருள்ராஜ் பழங்காட்டுதோட்டம் பட்டணம், இராசிபுரம் வட்டம், நாமக்கல் மாவட்டம் [372, 1229, 692, 1282]
appointment-paragraph: அமைப்பாளர் - க. தனசேகரன் பள்ளத்துப்பட்டி, பள்ளந்திப்பட்டி அஞ்சல் ஜேளூர் நாடு, கொல்லிமலை நாமக்கல் மாவட்டம் [372, 388, 692, 413]
section-heading: கண்டமங்கலம் தெற்கு ஒன்றியம் [1107, 325, 1290, 340]
section-heading: தேவூர் பேரூர் [160, 185, 238, 200]
appointment-paragraph: துணை அமைப்பாளர்கள் - 1) க. தங்கராசு 1/43, பரசன்ட் பாங்காளர் தெரு இரா. புதுப்பட்டி அஞ்சல் இராசிபுரம் வட்டம், நாமக்கல் மாவட்டம் 2) பூ. ராமசாமி 3/8, நிங்களாங்கரடு காட்டுகொட்டாய் இரா. புதுப்பட்டி அஞ்சல் இராசிபுரம் வட்டம், நாமக்கல் மாவட்டம் 3) சோ. மொழிமுருகன் 15ஏ, கள்ளவழிகாடு, காட்டுக்கொட்டாய் இரா. புதுப்பட்டி அஞ்சல் இராசிபுரம் வட்டம், நாமக்கல் மாவட்டம் 4) ச. அன்புகுமார் 14பி, கலியபெருமாள் கோயில் தெரு இரா. புதுப்பட்டி அஞ்சல் இராசிபுரம் வட்டம், நாமக்கல் மாவட்டம் 5) சீ. நிர்மல்குமார் 4/53, நிங்களாங்கரடு காட்டுகொட்டாய் இரா. புதுப்பட்டி அஞ்சல், இராசிபுரம் வட்டம், நாமக்கல் மாவட்டம் [706, 165, 1025, 302]
appointment-paragraph: அமைப்பாளர் - மா. செல்வம் எண். 8, எம்.ஜி.ஆர். நகர், புத்துரை (ம) அஞ்சல், வானூர் வட்டம், விழுப்புரம் - 605111. [706, 877, 1025, 902]
appointment-paragraph: அமைப்பாளர் - நா. சதீஷ்குமார் பல்லவநாயக்கன்பட்டி வெண்ணந்தூர் ஒன்றியம் இராசிபுரம் வட்டம், நாமக்கல் மாவட்டம் [39, 1086, 359, 1112]
appointment-paragraph: துணை அமைப்பாளர்கள் - 1) அ. சுந்தரராஜன் 6/67, பெரியதீத், பிள்ளாநல்லூர் இராசிபுரம் வட்டம், நாமக்கல் மாவட்டம் 2) க. மணிவண்ணன் 6/159, பெரியதீத் பிள்ளாநல்லூர் இராசிபுரம் வட்டம், நாமக்கல் மாவட்டம் 3) மா. சோமசுந்தரம் 11/110, மேட்டுத்தெரு பிள்ளாநல்லூர் இராசிபுரம் வட்டம், நாமக்கல் மாவட்டம் 4) செ. குப்புசாமி 3/104, கீழக்குத்தெரு பிள்ளாநல்லூர் இராசிபுரம் வட்டம், நாமக்கல் மாவட்டம் 5) க. கோவிந்தராஜு 6/113, பெரியாமாண் கோயில் தெரு பிள்ளாநல்லூர் இராசிபுரம் வட்டம், நாமக்கல் மாவட்டம் [372, 1061, 692, 1170]
appointment-paragraph: அமைப்பாளர் - ந. குணசேகரன் 13/154, ஆயிபாளையம் அத்தனூர், இராசிபுரம் வட்டம், நாமக்கல் மாவட்டம் [372, 864, 692, 889]
section-heading: சீராப்பள்ளி பேரூர் [480, 1431, 584, 1446]
section-heading: மோகனூர் பேரூர் [483, 549, 581, 564]
section-heading: இராசிபுரம் ஒன்றியம் [139, 1233, 258, 1248]
